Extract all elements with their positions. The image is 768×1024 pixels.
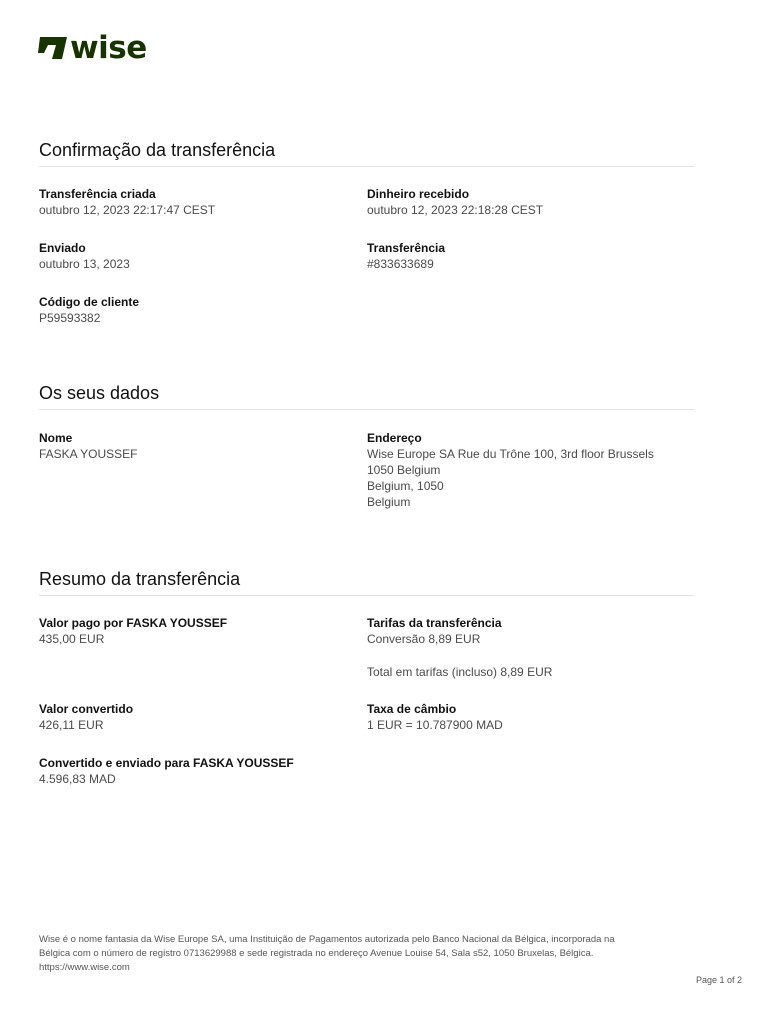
transfer-created-label: Transferência criada [39,187,156,201]
name-label: Nome [39,431,73,445]
client-code-label: Código de cliente [39,295,140,309]
footer-line: Bélgica com o número de registro 0713629988 e sede registrada no endereço Avenue Louise 54, Sala s52, 1050 Bruxelas, Bélgica. [39,948,594,959]
converted-amount-field [39,701,359,733]
footer-line: Wise é o nome fantasia da Wise Europe SA, uma Instituição de Pagamentos autorizada pelo Banco Nacional da Bélgica, incorporada na [39,934,615,945]
name-value: FASKA YOUSSEF [39,447,138,461]
sent-amount-label: Convertido e enviado para FASKA YOUSSEF [39,756,294,770]
page-number: Page 1 of 2 [695,975,742,985]
summary-section-title: Resumo da transferência [39,568,694,596]
confirmation-section-title: Confirmação da transferência [39,139,694,167]
exchange-rate-value: 1 EUR = 10.787900 MAD [367,718,503,732]
sent-date-field [39,240,359,272]
converted-amount-value: 426,11 EUR [39,718,104,732]
conversion-fee-value: Conversão 8,89 EUR [367,632,481,646]
amount-paid-field [39,615,359,647]
legal-footer [39,933,689,975]
address-line: Belgium, 1050 [367,479,444,493]
client-code-field [39,294,359,326]
transfer-fees-label: Tarifas da transferência [367,616,502,630]
details-section-title: Os seus dados [39,382,694,410]
sent-amount-field [39,755,439,787]
address-line: Wise Europe SA Rue du Trône 100, 3rd floor Brussels [367,447,654,461]
exchange-rate-field [367,701,687,733]
exchange-rate-label: Taxa de câmbio [367,702,457,716]
transfer-created-field [39,186,359,218]
name-field [39,430,359,462]
wise-flag-icon [38,35,68,61]
transfer-created-value: outubro 12, 2023 22:17:47 CEST [39,203,216,217]
client-code-value: P59593382 [39,311,101,325]
money-received-value: outubro 12, 2023 22:18:28 CEST [367,203,544,217]
amount-paid-value: 435,00 EUR [39,632,105,646]
address-line: Belgium [367,495,411,509]
wise-logo-text: wise [70,30,147,66]
amount-paid-label: Valor pago por FASKA YOUSSEF [39,616,228,630]
sent-date-value: outubro 13, 2023 [39,257,130,271]
wise-logo [38,30,147,66]
transfer-id-value: #833633689 [367,257,434,271]
total-fees-value: Total em tarifas (incluso) 8,89 EUR [367,665,553,679]
address-line: 1050 Belgium [367,463,441,477]
money-received-field [367,186,687,218]
footer-url: https://www.wise.com [39,962,130,973]
address-field [367,430,697,510]
transfer-fees-field [367,615,687,680]
converted-amount-label: Valor convertido [39,702,134,716]
money-received-label: Dinheiro recebido [367,187,470,201]
sent-amount-value: 4.596,83 MAD [39,772,116,786]
transfer-id-label: Transferência [367,241,446,255]
sent-date-label: Enviado [39,241,86,255]
transfer-id-field [367,240,687,272]
address-label: Endereço [367,431,422,445]
